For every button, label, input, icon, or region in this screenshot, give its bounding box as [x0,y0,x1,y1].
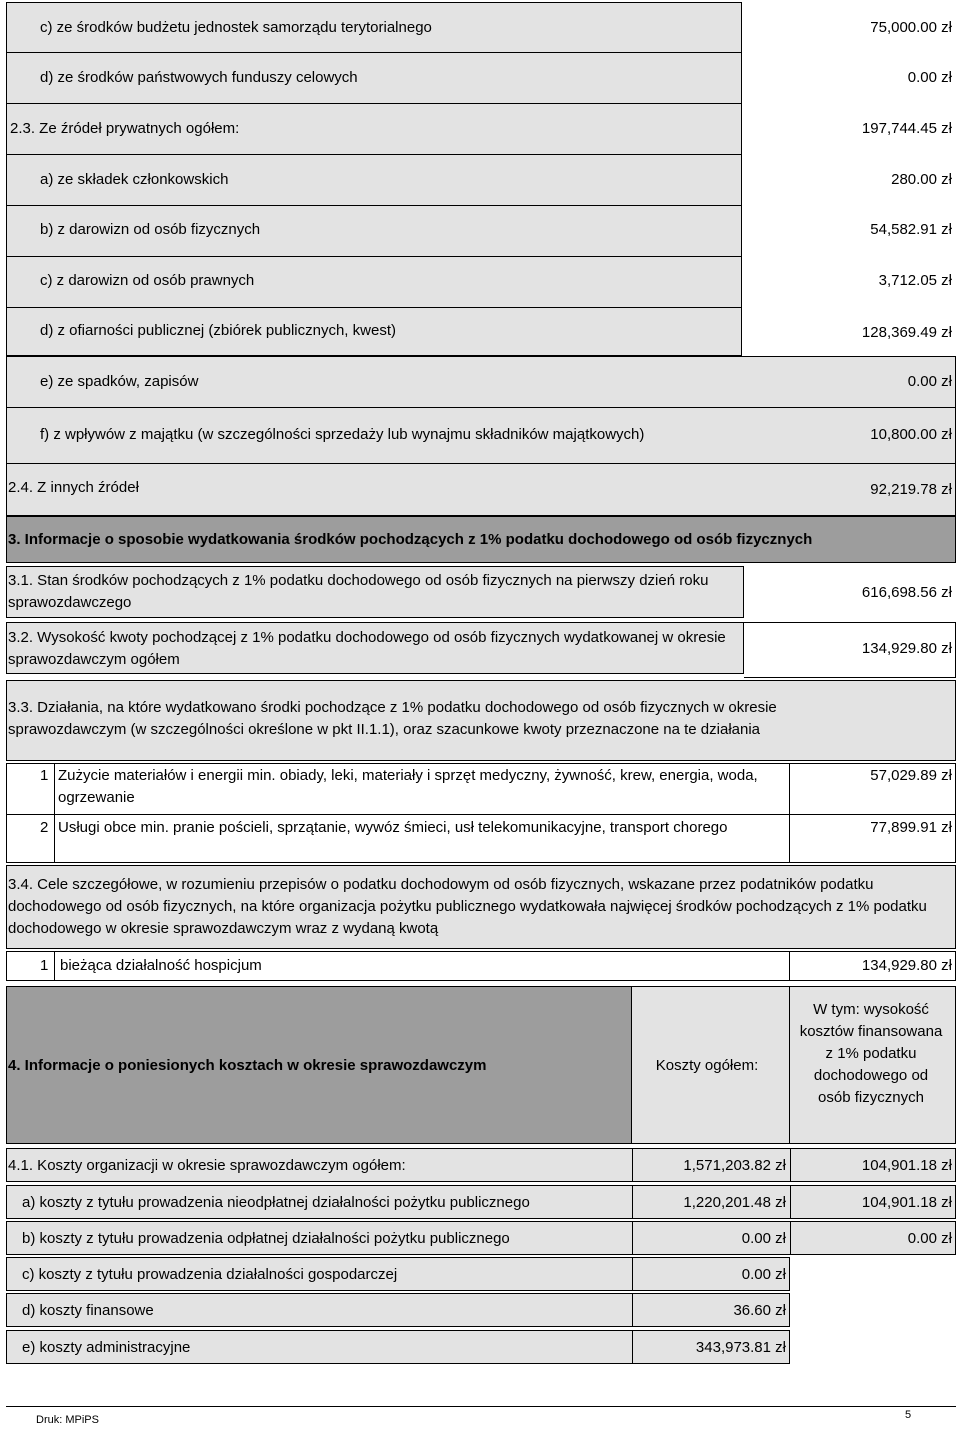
row-label: a) ze składek członkowskich [40,171,229,188]
row-label: c) z darowizn od osób prawnych [40,272,255,289]
activity-amount: 77,899.91 zł [870,819,952,836]
row-value: 10,800.00 zł [870,426,952,443]
item-3-2-label: 3.2. Wysokość kwoty pochodzącej z 1% podatku dochodowego od osób fizycznych wydatkowanej w okresie sprawozdawczym ogółem [8,629,726,668]
section-4-title: 4. Informacje o poniesionych kosztach w okresie sprawozdawczym [8,1057,487,1074]
divider [6,814,956,815]
row-label: d) ze środków państwowych funduszy celowych [40,69,358,86]
footer-rule [6,1406,956,1407]
cost-label: d) koszty finansowe [22,1302,154,1319]
row-label: b) z darowizn od osób fizycznych [40,221,261,238]
item-3-4-label: 3.4. Cele szczegółowe, w rozumieniu przepisów o podatku dochodowym od osób fizycznych, wskazane przez podatników podatku dochodowego od osób fizycznych, na które organizacja pożytku publicznego wydatkowała najwięcej środków pochodzących z 1% podatku dochodowego w okresie sprawozdawczym wraz z wydaną kwotą [8,876,927,937]
cost-total: 0.00 zł [741,1266,786,1283]
activity-amount: 57,029.89 zł [870,767,952,784]
item-3-1-label: 3.1. Stan środków pochodzących z 1% podatku dochodowego od osób fizycznych na pierwszy dzień roku sprawozdawczego [8,572,709,611]
row-label: c) ze środków budżetu jednostek samorządu terytorialnego [40,19,432,36]
activity-description: Usługi obce min. pranie pościeli, sprzątanie, wywóz śmieci, usł telekomunikacyjne, transport chorego [58,819,728,836]
row-value: 75,000.00 zł [870,19,952,36]
item-3-2-value: 134,929.80 zł [861,640,952,657]
page-number: 5 [905,1409,912,1421]
row-value: 0.00 zł [907,373,952,390]
row-label: e) ze spadków, zapisów [40,373,199,390]
cost-part: 104,901.18 zł [861,1157,952,1174]
cost-label: 4.1. Koszty organizacji w okresie sprawozdawczym ogółem: [8,1157,406,1174]
row-label: f) z wpływów z majątku (w szczególności sprzedaży lub wynajmu składników majątkowych) [40,426,645,443]
item-3-1-value: 616,698.56 zł [861,584,952,601]
row-value: 0.00 zł [907,69,952,86]
row-value: 128,369.49 zł [861,324,952,341]
col-part-title: W tym: wysokość kosztów finansowana z 1% podatku dochodowego od osób fizycznych [799,1001,943,1106]
row-value: 54,582.91 zł [870,221,952,238]
row-value: 197,744.45 zł [861,120,952,137]
cost-total: 36.60 zł [733,1302,786,1319]
activity-number: 1 [40,767,49,784]
section-3-title: 3. Informacje o sposobie wydatkowania środków pochodzących z 1% podatku dochodowego od osób fizycznych [8,531,813,548]
cost-label: a) koszty z tytułu prowadzenia nieodpłatnej działalności pożytku publicznego [22,1194,530,1211]
goal-number: 1 [40,957,49,974]
divider [54,951,55,981]
activity-description: Zużycie materiałów i energii min. obiady, leki, materiały i sprzęt medyczny, żywność, krew, energia, woda, ogrzewanie [58,767,758,806]
row-label: 2.3. Ze źródeł prywatnych ogółem: [10,120,240,137]
cost-label: b) koszty z tytułu prowadzenia odpłatnej działalności pożytku publicznego [22,1230,510,1247]
goal-amount: 134,929.80 zł [861,957,952,974]
activity-number: 2 [40,819,49,836]
row-label: 2.4. Z innych źródeł [8,479,139,496]
cost-total: 1,571,203.82 zł [683,1157,786,1174]
row-label: d) z ofiarności publicznej (zbiórek publicznych, kwest) [40,322,396,339]
print-label: Druk: MPiPS [36,1414,99,1426]
goal-description: bieżąca działalność hospicjum [60,957,262,974]
cost-part: 0.00 zł [907,1230,952,1247]
cost-label: c) koszty z tytułu prowadzenia działalności gospodarczej [22,1266,398,1283]
row-value: 280.00 zł [891,171,952,188]
divider [54,763,55,863]
row-value: 92,219.78 zł [870,481,952,498]
cost-label: e) koszty administracyjne [22,1339,191,1356]
item-3-3-label: 3.3. Działania, na które wydatkowano środki pochodzące z 1% podatku dochodowego od osób fizycznych w okresie sprawozdawczym (w szczególności określone w pkt II.1.1), oraz szacunkowe kwoty przeznaczone na te działania [8,699,777,738]
cost-total: 1,220,201.48 zł [683,1194,786,1211]
col-total-title: Koszty ogółem: [655,1057,759,1074]
cost-total: 343,973.81 zł [695,1339,786,1356]
cost-part: 104,901.18 zł [861,1194,952,1211]
row-value: 3,712.05 zł [878,272,952,289]
cost-total: 0.00 zł [741,1230,786,1247]
